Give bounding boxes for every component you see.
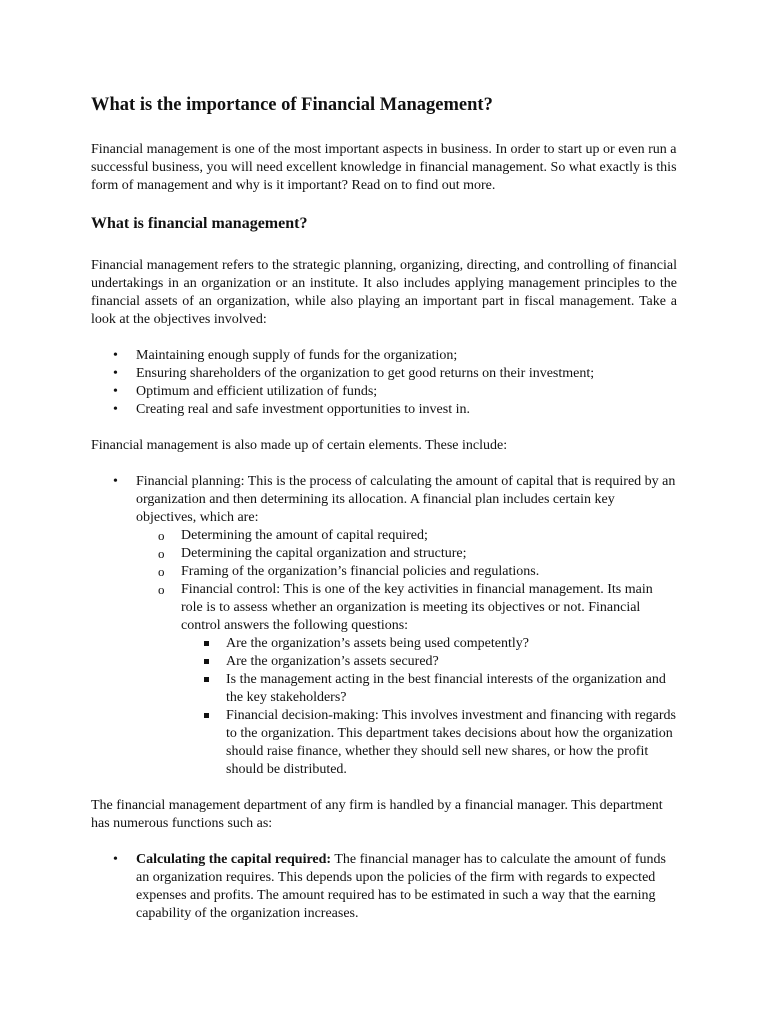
objective-item: • Creating real and safe investment opportunities to invest in.: [91, 401, 677, 419]
section-heading: What is financial management?: [91, 215, 308, 232]
financial-control-item: [136, 581, 677, 779]
definition-paragraph: Financial management refers to the strategic planning, organizing, directing, and controlling of financial undertakings in an organization or an institute. It also includes applying management principles to the financial assets of an organization, while also playing an important part in fiscal management. Take a look at the objectives involved:: [91, 258, 677, 327]
financial-planning-item: [91, 473, 677, 779]
intro-paragraph: Financial management is one of the most important aspects in business. In order to start up or even run a successful business, you will need excellent knowledge in financial management. So what exactly is this form of management and why is it important? Read on to find out more.: [91, 142, 677, 193]
department-intro-paragraph: The financial management department of any firm is handled by a financial manager. This department has numerous functions such as:: [91, 798, 663, 831]
planning-objectives-list: [136, 527, 677, 779]
control-question-item: Financial decision-making: This involves investment and financing with regards to the organization. This department takes decisions about how the organization should raise finance, whether they should sell new shares, or how the profit should be distributed.: [181, 707, 677, 779]
objective-item: • Optimum and efficient utilization of funds;: [91, 383, 677, 401]
function-label: Calculating the capital required:: [136, 852, 332, 867]
function-text: The financial manager has to calculate the amount of funds an organization requires. This depends upon the policies of the firm with regards to expected expenses and profits. The amount required has to be estimated in such a way that the earning capability of the organization increases.: [136, 852, 666, 921]
elements-intro-paragraph: Financial management is also made up of certain elements. These include:: [91, 438, 508, 453]
financial-planning-text: Financial planning: This is the process of calculating the amount of capital that is required by an organization and then determining its allocation. A financial plan includes certain key objectives, which are:: [136, 474, 676, 525]
page-title: What is the importance of Financial Management?: [91, 95, 493, 115]
objectives-list: [91, 347, 677, 419]
control-questions-list: [181, 635, 677, 779]
document-page: [91, 93, 677, 941]
functions-list: [91, 851, 677, 923]
function-item: [91, 851, 677, 923]
elements-list: [91, 473, 677, 779]
control-question-item: Are the organization’s assets secured?: [181, 653, 677, 671]
planning-objective-item: o Determining the amount of capital required;: [136, 527, 677, 545]
planning-objective-item: o Determining the capital organization and structure;: [136, 545, 677, 563]
objective-item: • Ensuring shareholders of the organization to get good returns on their investment;: [91, 365, 677, 383]
financial-control-text: Financial control: This is one of the key activities in financial management. Its main role is to assess whether an organization is meeting its objectives or not. Financial control answers the following questions:: [181, 582, 653, 633]
objective-item: • Maintaining enough supply of funds for the organization;: [91, 347, 677, 365]
control-question-item: Are the organization’s assets being used competently?: [181, 635, 677, 653]
control-question-item: Is the management acting in the best financial interests of the organization and the key stakeholders?: [181, 671, 677, 707]
planning-objective-item: o Framing of the organization’s financial policies and regulations.: [136, 563, 677, 581]
